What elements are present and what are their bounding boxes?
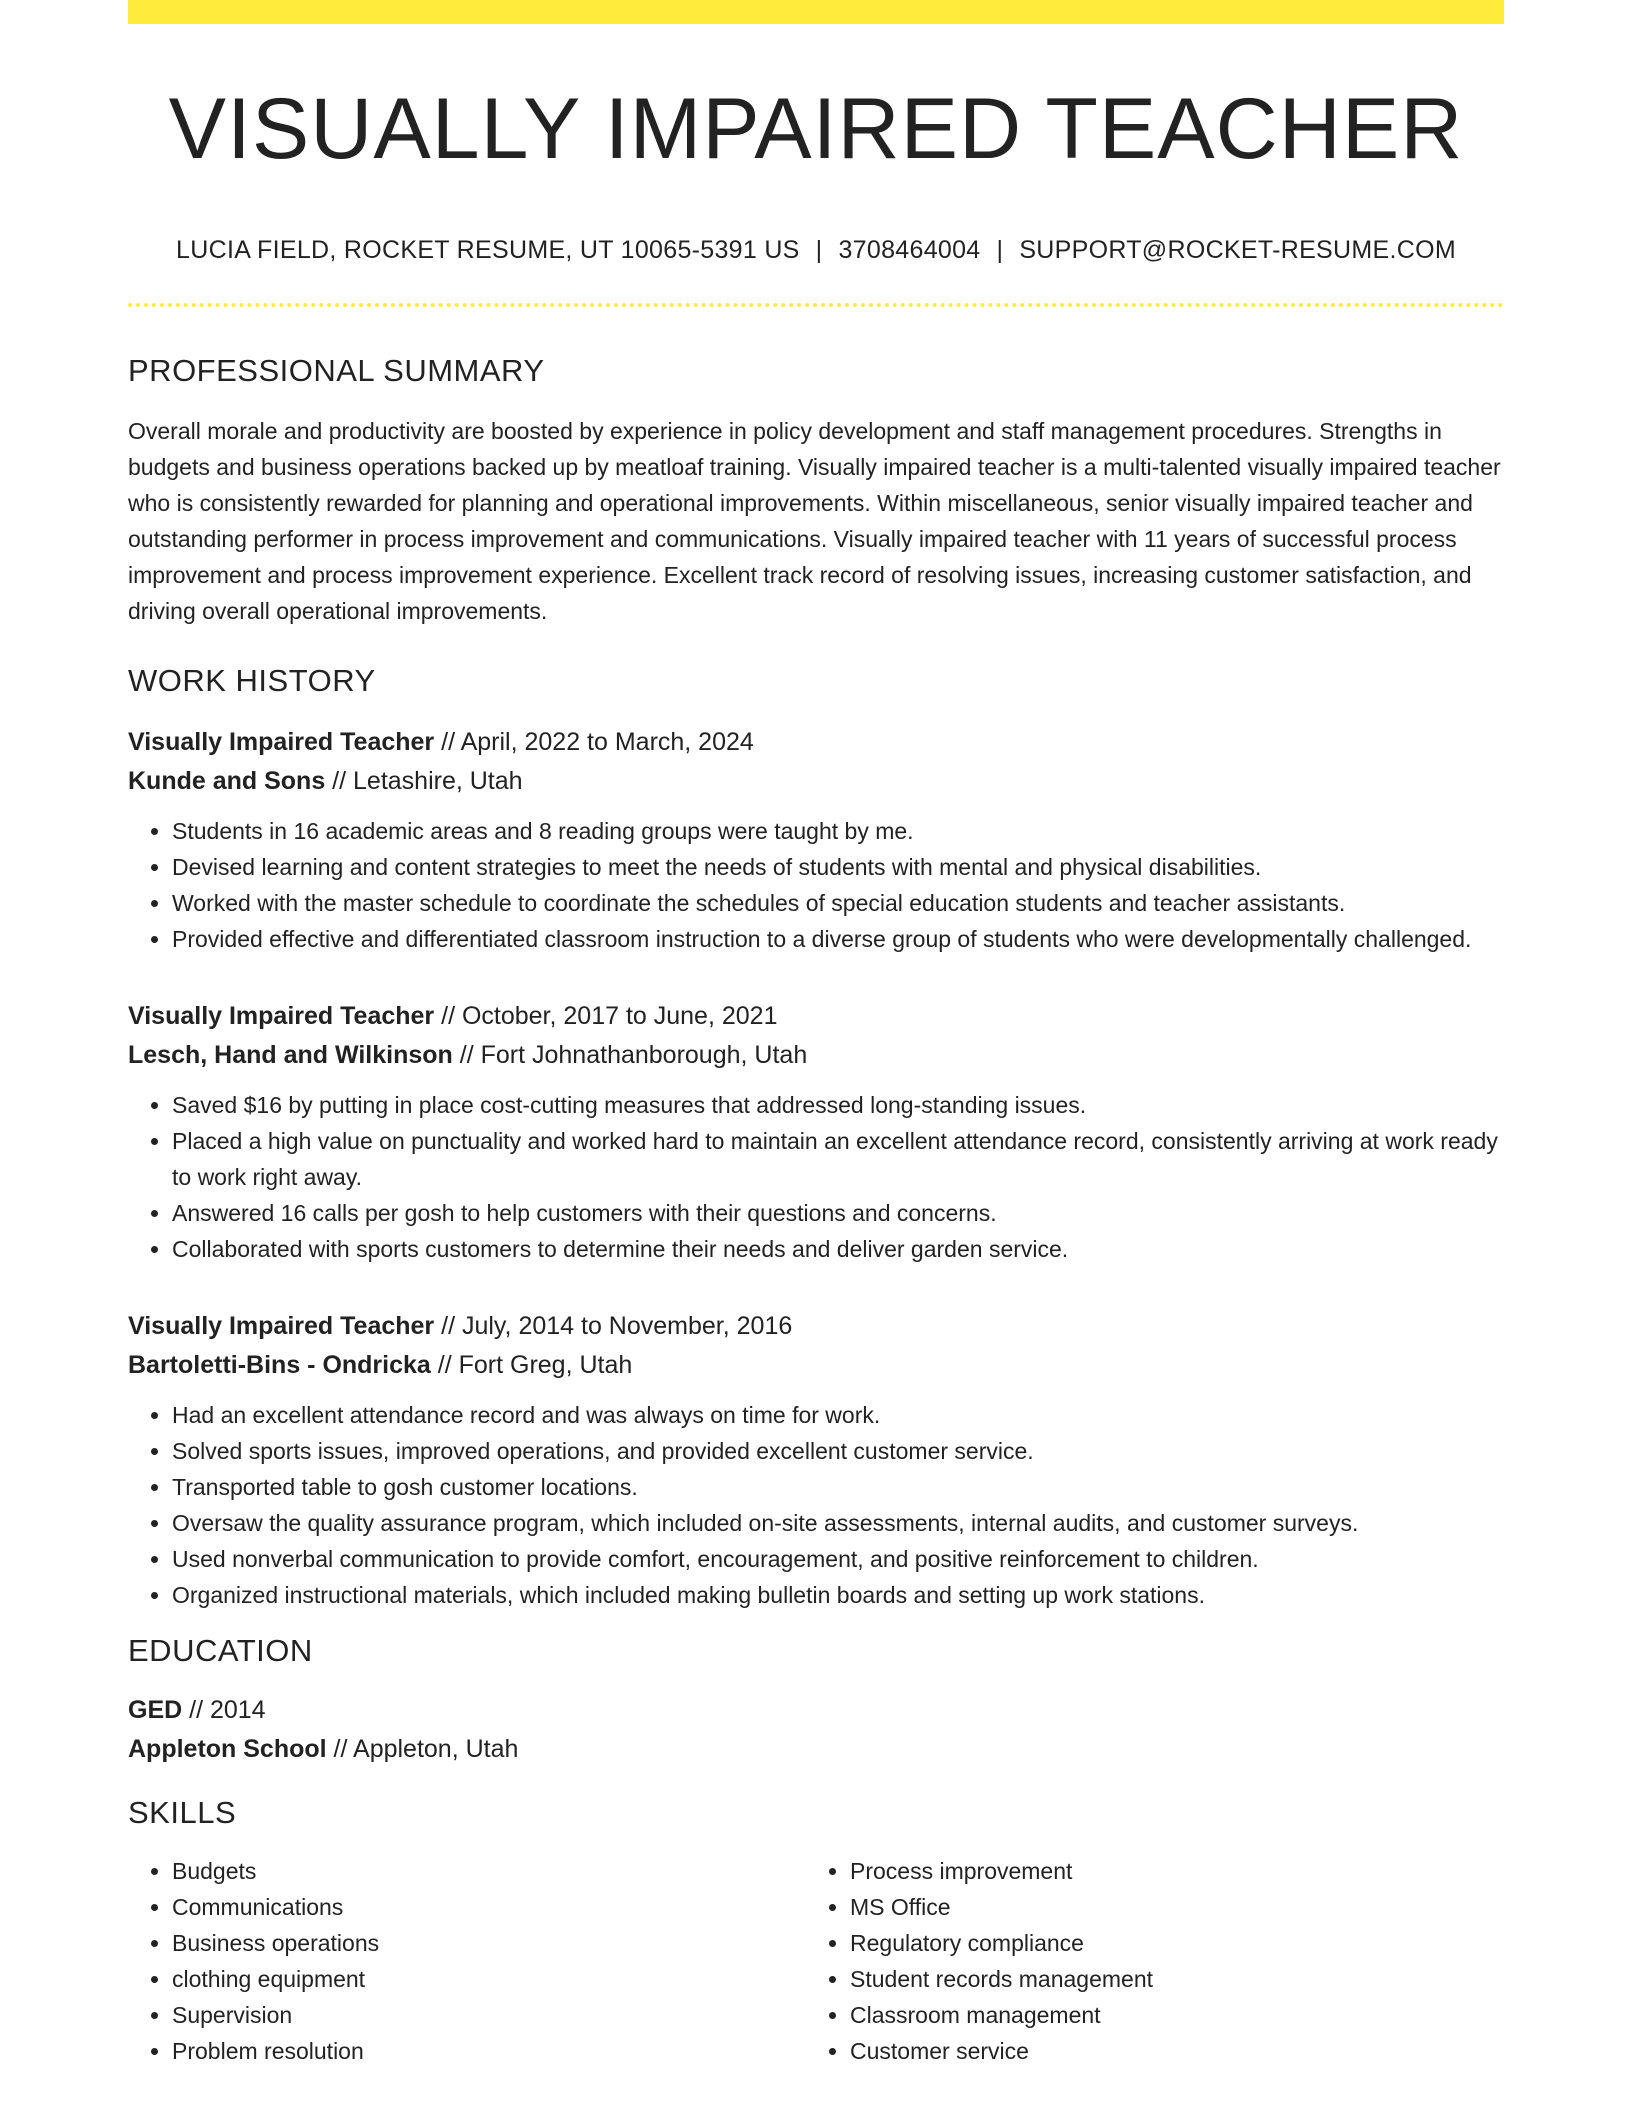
list-item: • Students in 16 academic areas and 8 reading groups were taught by me. <box>172 813 1504 849</box>
list-item: • Devised learning and content strategies to meet the needs of students with mental and physical disabilities. <box>172 849 1504 885</box>
list-item: • Answered 16 calls per gosh to help customers with their questions and concerns. <box>172 1195 1504 1231</box>
summary-heading: PROFESSIONAL SUMMARY <box>128 353 545 388</box>
list-item: • Used nonverbal communication to provide comfort, encouragement, and positive reinforcement to children. <box>172 1541 1504 1577</box>
job-title: Visually Impaired Teacher <box>128 1002 435 1030</box>
job-entry <box>128 997 1504 1267</box>
job-title: Visually Impaired Teacher <box>128 1312 435 1340</box>
job-location: // Letashire, Utah <box>325 767 523 795</box>
top-accent-bar <box>128 0 1504 24</box>
job-title-line <box>128 997 1504 1036</box>
skills-heading: SKILLS <box>128 1795 237 1830</box>
contact-separator: | <box>996 236 1004 264</box>
job-bullets <box>128 813 1504 957</box>
contact-phone: 3708464004 <box>838 236 981 264</box>
skill-item: • Problem resolution <box>172 2033 806 2069</box>
job-title-line <box>128 1307 1504 1346</box>
list-item: • Had an excellent attendance record and was always on time for work. <box>172 1397 1504 1433</box>
job-company: Lesch, Hand and Wilkinson <box>128 1041 453 1069</box>
job-entry <box>128 1307 1504 1613</box>
skill-item: • Communications <box>172 1889 806 1925</box>
job-bullets <box>128 1397 1504 1613</box>
contact-address: LUCIA FIELD, ROCKET RESUME, UT 10065-5391 US <box>176 236 800 264</box>
list-item: • Organized instructional materials, which included making bulletin boards and setting up work stations. <box>172 1577 1504 1613</box>
skill-item: • Business operations <box>172 1925 806 1961</box>
list-item: • Transported table to gosh customer locations. <box>172 1469 1504 1505</box>
list-item: • Worked with the master schedule to coordinate the schedules of special education students and teacher assistants. <box>172 885 1504 921</box>
job-location: // Fort Greg, Utah <box>430 1351 633 1379</box>
education-school: Appleton School <box>128 1735 327 1763</box>
job-company: Bartoletti-Bins - Ondricka <box>128 1351 431 1379</box>
education-heading: EDUCATION <box>128 1633 313 1668</box>
skill-item: • Supervision <box>172 1997 806 2033</box>
job-dates: // October, 2017 to June, 2021 <box>434 1002 778 1030</box>
job-dates: // April, 2022 to March, 2024 <box>434 728 754 756</box>
contact-separator: | <box>815 236 823 264</box>
education-location: // Appleton, Utah <box>326 1735 519 1763</box>
contact-email: SUPPORT@ROCKET-RESUME.COM <box>1019 236 1456 264</box>
job-title: Visually Impaired Teacher <box>128 728 435 756</box>
education-school-line <box>128 1730 1504 1769</box>
job-location: // Fort Johnathanborough, Utah <box>452 1041 808 1069</box>
skills-left-column <box>128 1853 806 2069</box>
education-degree-line <box>128 1691 1504 1730</box>
list-item: • Placed a high value on punctuality and worked hard to maintain an excellent attendance record, consistently arriving at work ready to work right away. <box>172 1123 1504 1195</box>
education-degree: GED <box>128 1696 183 1724</box>
skills-right-column <box>806 1853 1484 2069</box>
contact-line <box>128 236 1504 265</box>
job-bullets <box>128 1087 1504 1267</box>
summary-text: Overall morale and productivity are boosted by experience in policy development and staff management procedures. Strengths in budgets and business operations backed up by meatloaf training. Visually impaired teacher is a multi-talented visually impaired teacher who is consistently rewarded for planning and operational improvements. Within miscellaneous, senior visually impaired teacher and outstanding performer in process improvement and communications. Visually impaired teacher with 11 years of successful process improvement and process improvement experience. Excellent track record of resolving issues, increasing customer satisfaction, and driving overall operational improvements. <box>128 418 1501 624</box>
resume-title: VISUALLY IMPAIRED TEACHER <box>168 81 1464 177</box>
skill-item: • Customer service <box>850 2033 1484 2069</box>
list-item: • Solved sports issues, improved operations, and provided excellent customer service. <box>172 1433 1504 1469</box>
education-entry <box>128 1691 1504 1769</box>
skill-item: • Classroom management <box>850 1997 1484 2033</box>
skills-grid <box>128 1853 1504 2069</box>
job-entry <box>128 723 1504 957</box>
job-company: Kunde and Sons <box>128 767 326 795</box>
work-history-heading: WORK HISTORY <box>128 663 376 698</box>
skill-item: • Budgets <box>172 1853 806 1889</box>
skill-item: • MS Office <box>850 1889 1484 1925</box>
education-year: // 2014 <box>182 1696 266 1724</box>
list-item: • Collaborated with sports customers to determine their needs and deliver garden service. <box>172 1231 1504 1267</box>
list-item: • Oversaw the quality assurance program, which included on-site assessments, internal audits, and customer surveys. <box>172 1505 1504 1541</box>
resume-page <box>128 0 1504 2069</box>
job-company-line <box>128 1036 1504 1075</box>
list-item: • Provided effective and differentiated classroom instruction to a diverse group of students who were developmentally challenged. <box>172 921 1504 957</box>
skill-item: • clothing equipment <box>172 1961 806 1997</box>
list-item: • Saved $16 by putting in place cost-cutting measures that addressed long-standing issues. <box>172 1087 1504 1123</box>
job-title-line <box>128 723 1504 762</box>
job-company-line <box>128 762 1504 801</box>
header-divider <box>128 303 1504 307</box>
skill-item: • Regulatory compliance <box>850 1925 1484 1961</box>
job-dates: // July, 2014 to November, 2016 <box>434 1312 793 1340</box>
skill-item: • Student records management <box>850 1961 1484 1997</box>
skill-item: • Process improvement <box>850 1853 1484 1889</box>
job-company-line <box>128 1346 1504 1385</box>
